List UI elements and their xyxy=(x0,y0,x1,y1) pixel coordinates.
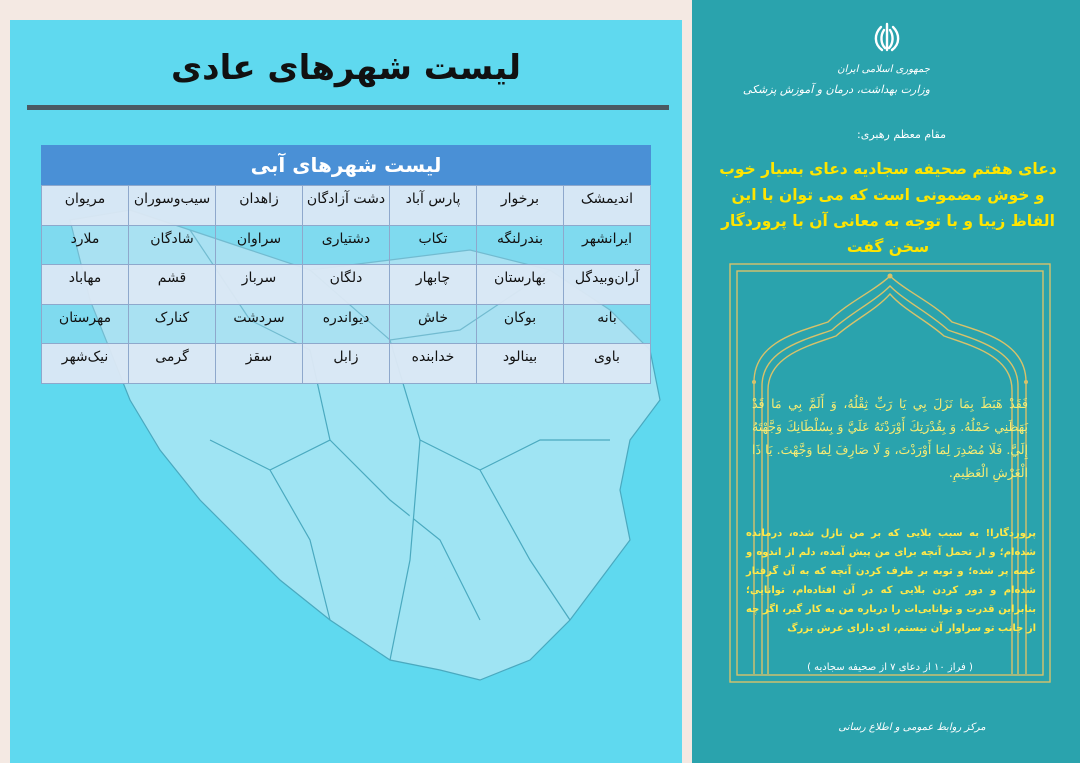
table-cell: شادگان xyxy=(129,225,216,265)
table-cell: خدابنده xyxy=(390,344,477,384)
table-cell: بوکان xyxy=(477,304,564,344)
table-cell: بانه xyxy=(564,304,651,344)
table-cell: اندیمشک xyxy=(564,186,651,226)
headline: دعای هفتم صحیفه سجادیه دعای بسیار خوب و خوش مضمونی است که می توان با این الفاظ زیبا و با توجه به معانی آن با پروردگار سخن گفت xyxy=(719,160,1057,256)
table-row xyxy=(42,225,651,265)
table-row xyxy=(42,186,651,226)
page-title: لیست شهرهای عادی xyxy=(170,48,522,88)
footer-signature: مرکز روابط عمومی و اطلاع رسانی xyxy=(838,722,986,733)
table-cell: مهرستان xyxy=(42,304,129,344)
table-cell: سرباز xyxy=(216,265,303,305)
table-cell: مهاباد xyxy=(42,265,129,305)
table-row xyxy=(42,304,651,344)
iran-emblem-icon xyxy=(870,20,904,56)
table-cell: ملارد xyxy=(42,225,129,265)
table-cell: دشتیاری xyxy=(303,225,390,265)
table-cell: دیواندره xyxy=(303,304,390,344)
table-cell: بینالود xyxy=(477,344,564,384)
table-title: لیست شهرهای آبی xyxy=(41,145,651,185)
table-cell: زابل xyxy=(303,344,390,384)
left-panel xyxy=(10,20,682,763)
table-cell: بندرلنگه xyxy=(477,225,564,265)
table-cell: تکاب xyxy=(390,225,477,265)
table-cell: چابهار xyxy=(390,265,477,305)
table-cell: برخوار xyxy=(477,186,564,226)
table-cell: سقز xyxy=(216,344,303,384)
table-cell: خاش xyxy=(390,304,477,344)
arabic-prayer: فَقَدْ هَبَطَ بِمَا نَزَلَ بِي يَا رَبِّ ثِقْلُهُ، وَ أَلَمَّ بِي مَا قَدْ بَهَظَنِي حَمْلُهُ. وَ بِقُدْرَتِكَ أَوْرَدْتَهُ عَلَيَّ وَ بِسُلْطَانِكَ وَجَّهْتَهُ إِلَيَّ. فَلَا مُصْدِرَ لِمَا أَوْرَدْتَ، وَ لَا صَارِفَ لِمَا وَجَّهْتَ. يَا ذَا الْعَرْشِ الْعَظِيمِ. xyxy=(752,396,1028,480)
persian-translation: پروردگارا! به سبب بلایی که بر من نازل شده، درمانده شده‌ام؛ و از تحمل آنچه برای من پیش آمده، دلم از اندوه و غصه پر شده؛ و توبه بر طرف کردن آنچه که به آن گرفتار شده‌ام و دور کردن بلایی که در آن افتاده‌ام، توانایی؛ بنابراین قدرت و توانایی‌ات را درباره من به کار گیر، اگر چه از جانب تو سزاوار آن نیستم، ای دارای عرش بزرگ xyxy=(746,528,1036,634)
table-cell: آران‌وبیدگل xyxy=(564,265,651,305)
right-panel xyxy=(692,0,1080,763)
table-cell: دشت آزادگان xyxy=(303,186,390,226)
table-cell: باوی xyxy=(564,344,651,384)
cities-table xyxy=(41,145,651,384)
prayer-source: ( فراز ۱۰ از دعای ۷ از صحیفه سجادیه ) xyxy=(807,662,973,673)
cities-grid xyxy=(41,185,651,384)
table-cell: نیک‌شهر xyxy=(42,344,129,384)
leader-label: مقام معظم رهبری: xyxy=(857,128,946,141)
table-row xyxy=(42,265,651,305)
table-cell: پارس آباد xyxy=(390,186,477,226)
gov-line-2: وزارت بهداشت، درمان و آموزش پزشکی xyxy=(742,83,930,96)
iran-map-background xyxy=(10,20,682,763)
table-row xyxy=(42,344,651,384)
table-cell: سردشت xyxy=(216,304,303,344)
table-cell: مریوان xyxy=(42,186,129,226)
table-cell: سراوان xyxy=(216,225,303,265)
table-cell: قشم xyxy=(129,265,216,305)
title-divider xyxy=(27,105,669,110)
table-cell: کنارک xyxy=(129,304,216,344)
table-cell: ایرانشهر xyxy=(564,225,651,265)
gov-line-1: جمهوری اسلامی ایران xyxy=(837,64,930,75)
table-cell: گرمی xyxy=(129,344,216,384)
table-cell: زاهدان xyxy=(216,186,303,226)
table-cell: دلگان xyxy=(303,265,390,305)
ministry-text xyxy=(743,64,930,96)
table-cell: سیب‌وسوران xyxy=(129,186,216,226)
table-cell: بهارستان xyxy=(477,265,564,305)
